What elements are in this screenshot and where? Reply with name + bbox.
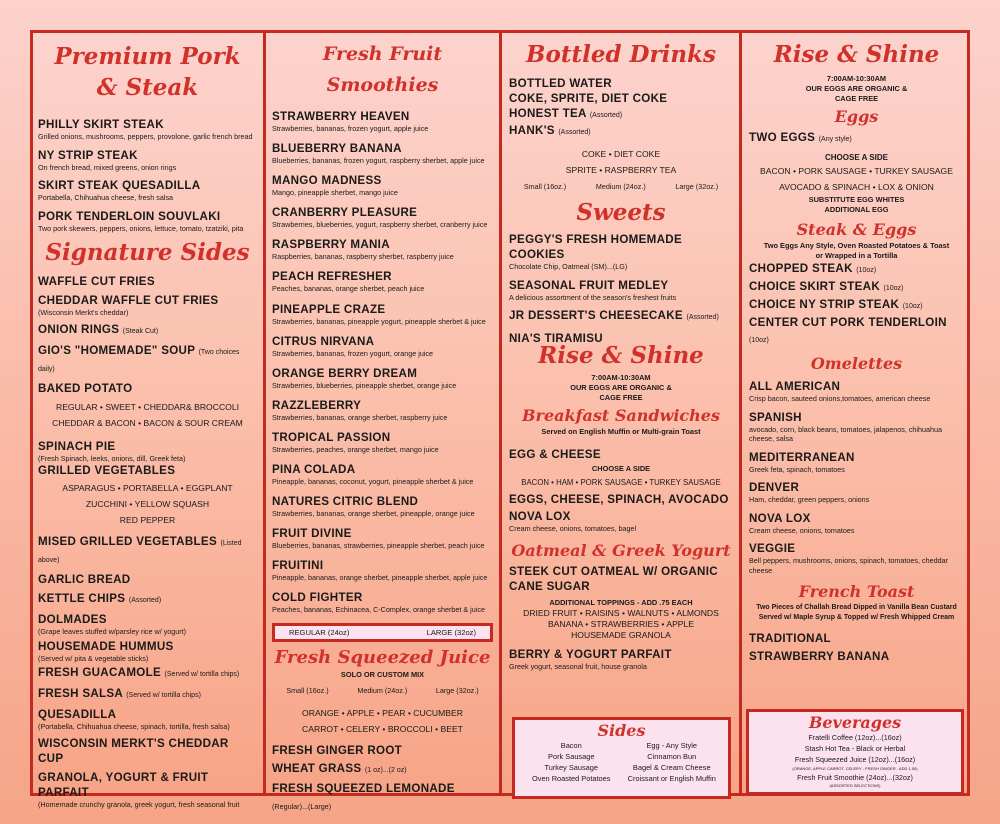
eggs-note: OUR EGGS ARE ORGANIC & xyxy=(570,383,672,392)
menu-item xyxy=(509,123,733,140)
omelette-list xyxy=(749,379,964,575)
beverage-item: Fresh Fruit Smoothie (24oz)...(32oz) xyxy=(797,773,913,782)
menu-item xyxy=(38,686,257,703)
section-title-rise-shine: Rise & Shine xyxy=(773,41,940,68)
smoothie-item xyxy=(272,109,493,134)
menu-item xyxy=(749,130,964,147)
menu-item xyxy=(38,178,257,203)
smoothie-item xyxy=(272,141,493,166)
item-name: WISCONSIN MERKT'S CHEDDAR CUP xyxy=(38,736,229,765)
item-name: MISED GRILLED VEGETABLES xyxy=(38,535,217,548)
section-title-eggs: Eggs xyxy=(834,107,879,126)
side-item: Egg - Any Style xyxy=(646,741,698,750)
item-desc: A delicious assortment of the season's freshest fruits xyxy=(509,292,677,302)
section-title-sides: Sides xyxy=(597,721,646,740)
item-name: HONEST TEA xyxy=(509,107,587,120)
section-title-oatmeal: Oatmeal & Greek Yogurt xyxy=(511,540,731,560)
item-name: TWO EGGS xyxy=(749,131,816,144)
item-note: (Steak Cut) xyxy=(122,327,159,335)
item-desc: Cream cheese, onions, tomatoes, bagel xyxy=(509,524,637,533)
item-name: ORANGE BERRY DREAM xyxy=(272,366,418,380)
option-line: BACON • HAM • PORK SAUSAGE • TURKEY SAUSAGE xyxy=(521,478,721,487)
juice-solo: SOLO OR CUSTOM MIX xyxy=(340,669,425,679)
item-name: COLD FIGHTER xyxy=(272,591,363,605)
eggs-note: CAGE FREE xyxy=(834,94,879,103)
item-name: NY STRIP STEAK xyxy=(38,148,138,162)
section-title-juice: Fresh Squeezed Juice xyxy=(274,646,491,668)
menu-item xyxy=(749,279,964,297)
item-note: (Served w/ tortilla chips) xyxy=(164,671,240,678)
item-desc: Ham, cheddar, green peppers, onions xyxy=(749,495,870,504)
item-name: GRILLED VEGETABLES xyxy=(38,464,176,477)
item-desc: Pineapple, bananas, coconut, yogurt, pineapple sherbet & juice xyxy=(272,477,474,487)
menu-item xyxy=(38,322,257,339)
item-name: DOLMADES xyxy=(38,613,107,626)
item-name: HOUSEMADE HUMMUS xyxy=(38,639,174,653)
menu-item xyxy=(38,117,257,142)
smoothie-item xyxy=(272,430,493,455)
beverage-item: Fratelli Coffee (12oz)...(16oz) xyxy=(808,733,902,742)
side-item: Croissant or English Muffin xyxy=(627,774,716,783)
item-name: WHEAT GRASS xyxy=(272,761,362,775)
section-title-smoothies: Fresh Fruit Smoothies xyxy=(322,43,443,96)
item-name: CHOPPED STEAK xyxy=(749,262,853,275)
item-name: GRANOLA, YOGURT & FRUIT PARFAIT xyxy=(38,770,209,799)
option-line: BACON • PORK SAUSAGE • TURKEY SAUSAGE xyxy=(760,166,953,176)
sides-grid xyxy=(521,740,722,784)
item-name: STRAWBERRY HEAVEN xyxy=(272,110,410,123)
size-small: Small (16oz.) xyxy=(286,685,329,695)
item-name: SPINACH PIE xyxy=(38,439,116,453)
column-premium-pork-steak xyxy=(33,33,263,809)
size-large: Large (32oz.) xyxy=(675,182,719,191)
smoothie-item xyxy=(272,398,493,423)
menu-item xyxy=(38,665,257,682)
size-large: Large (32oz.) xyxy=(435,685,479,695)
beverage-item: Fresh Squeezed Juice (12oz)...(16oz) xyxy=(794,755,916,764)
item-desc: Raspberries, bananas, raspberry sherbet, raspberry juice xyxy=(272,252,454,262)
item-name: BLUEBERRY BANANA xyxy=(272,142,402,156)
side-item: Cinnamon Bun xyxy=(647,752,697,761)
item-desc: Chocolate Chip, Oatmeal (SM)...(LG) xyxy=(509,262,628,271)
smoothie-item xyxy=(272,205,493,230)
option-line: CARROT • CELERY • BROCCOLI • BEET xyxy=(302,723,463,734)
item-name: BOTTLED WATER xyxy=(509,77,612,90)
option-line: COKE • DIET COKE xyxy=(581,149,661,159)
beverage-note: (ASSORTED SELECTIONS) xyxy=(829,783,881,788)
section-title-rise-shine: Rise & Shine xyxy=(538,342,704,369)
item-name: GARLIC BREAD xyxy=(38,573,131,586)
item-name: KETTLE CHIPS xyxy=(38,592,126,605)
sandwich-served: Served on English Muffin or Multi-grain Toast xyxy=(541,427,701,436)
hours: 7:00AM-10:30AM xyxy=(826,74,887,83)
item-note: (Assorted) xyxy=(686,314,719,321)
column-smoothies xyxy=(266,33,499,811)
item-desc: Strawberries, bananas, pineapple yogurt, pineapple sherbet & juice xyxy=(272,316,486,326)
item-name: DENVER xyxy=(749,481,800,494)
item-name: CENTER CUT PORK TENDERLOIN xyxy=(749,316,947,329)
item-desc: (Wisconsin Merkt's cheddar) xyxy=(38,308,129,317)
item-name: PINEAPPLE CRAZE xyxy=(272,302,386,316)
french-toast-desc: Served w/ Maple Syrup & Topped w/ Fresh Whipped Cream xyxy=(758,614,955,621)
column-rise-shine xyxy=(742,33,970,793)
item-name: RAZZLEBERRY xyxy=(272,398,362,412)
item-name: EGG & CHEESE xyxy=(509,448,601,461)
section-title-premium-pork: Premium Pork xyxy=(54,43,241,70)
item-note: (Two choices daily) xyxy=(38,348,240,373)
item-desc: (Grape leaves stuffed w/parsley rice w/ yogurt) xyxy=(38,627,187,636)
menu-item xyxy=(38,209,257,234)
side-item: Turkey Sausage xyxy=(544,763,599,772)
size-medium: Medium (24oz.) xyxy=(357,685,408,695)
choose-side: CHOOSE A SIDE xyxy=(591,464,651,473)
item-desc: Grilled onions, mushrooms, peppers, provolone, garlic french bread xyxy=(38,132,253,141)
item-name: ONION RINGS xyxy=(38,322,120,336)
smoothie-item xyxy=(272,366,493,391)
size-small: Small (16oz.) xyxy=(523,182,567,191)
item-name: HANK'S xyxy=(509,124,555,137)
item-note: (Assorted) xyxy=(558,129,591,136)
item-name: COKE, SPRITE, DIET COKE xyxy=(509,92,668,105)
item-name: VEGGIE xyxy=(749,542,796,555)
smoothie-item xyxy=(272,590,493,615)
item-desc: Greek yogurt, seasonal fruit, house granola xyxy=(509,661,647,671)
side-item: Bagel & Cream Cheese xyxy=(632,763,711,772)
item-note: (Assorted) xyxy=(589,112,623,119)
item-desc: (Regular)...(Large) xyxy=(272,801,332,811)
smoothie-item xyxy=(272,462,493,487)
section-title-omelettes: Omelettes xyxy=(810,354,903,373)
eggs-note: CAGE FREE xyxy=(599,393,643,402)
smoothie-item xyxy=(272,269,493,294)
item-note: (10oz) xyxy=(883,285,904,292)
menu-item xyxy=(38,591,257,608)
smoothie-item xyxy=(272,558,493,583)
omelette-item xyxy=(749,541,964,575)
omelette-item xyxy=(749,379,964,404)
beverage-item: Stash Hot Tea - Black or Herbal xyxy=(804,744,906,753)
steak-eggs-desc: Two Eggs Any Style, Oven Roasted Potatoes & Toast xyxy=(763,241,950,250)
item-note: (10oz) xyxy=(856,267,877,274)
beverage-note: (ORANGE, APPLE CARROT, CELERY - FRESH GINGER - ADD 1.00) xyxy=(792,766,918,771)
eggs-note: OUR EGGS ARE ORGANIC & xyxy=(805,84,908,93)
item-name: STRAWBERRY BANANA xyxy=(749,650,890,663)
smoothie-item xyxy=(272,526,493,551)
option-line: ZUCCHINI • YELLOW SQUASH xyxy=(85,499,210,509)
item-note: (1 oz)...(2 oz) xyxy=(364,766,407,774)
item-note: (10oz) xyxy=(749,337,769,344)
item-desc: Crisp bacon, sauteed onions,tomatoes, american cheese xyxy=(749,394,931,403)
item-desc: (Served w/ pita & vegetable sticks) xyxy=(38,653,149,663)
item-desc: Pineapple, bananas, orange sherbet, pineapple sherbet, apple juice xyxy=(272,573,488,583)
item-desc: (Fresh Spinach, leeks, onions, dill, Greek feta) xyxy=(38,453,186,463)
beverages-box xyxy=(746,709,964,795)
item-desc: Peaches, bananas, Echinacea, C-Complex, orange sherbet & juice xyxy=(272,605,485,615)
section-title-steak: & Steak xyxy=(96,74,199,101)
item-name: MANGO MADNESS xyxy=(272,174,382,188)
item-name: CHEDDAR WAFFLE CUT FRIES xyxy=(38,294,219,307)
option-line: HOUSEMADE GRANOLA xyxy=(571,629,671,640)
item-name: JR DESSERT'S CHEESECAKE xyxy=(509,309,683,322)
section-title-breakfast-sandwiches: Breakfast Sandwiches xyxy=(522,406,720,425)
item-name: BERRY & YOGURT PARFAIT xyxy=(509,647,672,661)
item-name: CHOICE NY STRIP STEAK xyxy=(749,298,900,311)
menu-item xyxy=(749,261,964,279)
item-name: GIO'S "HOMEMADE" SOUP xyxy=(38,343,196,357)
item-desc: Strawberries, blueberries, yogurt, raspberry sherbet, cranberry juice xyxy=(272,220,488,230)
item-name: TROPICAL PASSION xyxy=(272,430,391,444)
item-desc: Strawberries, bananas, frozen yogurt, apple juice xyxy=(272,124,429,133)
item-name: NOVA LOX xyxy=(509,510,571,523)
item-name: NATURES CITRIC BLEND xyxy=(272,495,419,509)
section-title-sweets: Sweets xyxy=(576,199,666,226)
item-note: (10oz) xyxy=(902,303,923,310)
menu-item xyxy=(38,534,257,568)
smoothie-item xyxy=(272,334,493,359)
item-desc: Blueberries, bananas, frozen yogurt, raspberry sherbet, apple juice xyxy=(272,156,485,166)
item-name: SEASONAL FRUIT MEDLEY xyxy=(509,278,669,292)
menu-item xyxy=(272,761,493,778)
item-name: FRUITINI xyxy=(272,559,324,573)
item-name: PEGGY'S FRESH HOMEMADE COOKIES xyxy=(509,233,682,261)
omelette-item xyxy=(749,511,964,536)
item-note: (Assorted) xyxy=(128,597,162,604)
item-name: CANE SUGAR xyxy=(509,579,590,593)
omelette-item xyxy=(749,480,964,505)
side-item: Pork Sausage xyxy=(548,752,595,761)
french-toast-desc: Two Pieces of Challah Bread Dipped in Vanilla Bean Custard xyxy=(756,604,957,611)
item-name: PINA COLADA xyxy=(272,463,356,477)
item-name: CHOICE SKIRT STEAK xyxy=(749,280,881,293)
steak-eggs-list xyxy=(749,261,964,349)
toppings-title: ADDITIONAL TOPPINGS - ADD .75 EACH xyxy=(549,597,693,607)
item-name: PEACH REFRESHER xyxy=(272,270,392,284)
item-name: FRUIT DIVINE xyxy=(272,527,352,541)
option-line: AVOCADO & SPINACH • LOX & ONION xyxy=(779,182,934,192)
smoothie-item xyxy=(272,302,493,327)
menu-item xyxy=(509,308,733,325)
item-name: SKIRT STEAK QUESADILLA xyxy=(38,179,201,192)
option-line: ORANGE • APPLE • PEAR • CUCUMBER xyxy=(302,707,463,718)
item-desc: Strawberries, peaches, orange sherbet, mango juice xyxy=(272,444,439,454)
item-name: NIA'S TIRAMISU xyxy=(509,332,603,345)
item-desc: Cream cheese, onions, tomatoes xyxy=(749,525,855,535)
item-desc: Bell peppers, mushrooms, onions, spinach, tomatoes, cheddar cheese xyxy=(749,556,948,575)
option-line: ASPARAGUS • PORTABELLA • EGGPLANT xyxy=(62,483,233,493)
item-name: PORK TENDERLOIN SOUVLAKI xyxy=(38,209,221,223)
item-name: RASPBERRY MANIA xyxy=(272,238,390,252)
item-name: NOVA LOX xyxy=(749,511,811,525)
item-name: QUESADILLA xyxy=(38,708,117,721)
item-desc: Portabella, Chihuahua cheese, fresh salsa xyxy=(38,193,174,202)
section-title-signature-sides: Signature Sides xyxy=(45,239,250,266)
item-desc: avocado, corn, black beans, tomatoes, jalapenos, chihuahua cheese, salsa xyxy=(749,424,942,443)
juice-sizes xyxy=(272,686,493,695)
item-name: CITRUS NIRVANA xyxy=(272,334,375,348)
item-note: (Served w/ tortilla chips) xyxy=(126,692,201,699)
choose-side: CHOOSE A SIDE xyxy=(825,153,888,162)
item-desc: Blueberries, bananas, strawberries, pineapple sherbet, peach juice xyxy=(272,541,485,551)
item-desc: Strawberries, blueberries, pineapple sherbet, orange juice xyxy=(272,380,457,390)
item-note: (Any style) xyxy=(818,136,852,143)
hours: 7:00AM-10:30AM xyxy=(591,373,651,382)
omelette-item xyxy=(749,450,964,475)
smoothie-item xyxy=(272,237,493,262)
item-name: TRADITIONAL xyxy=(749,632,831,645)
item-name: FRESH GINGER ROOT xyxy=(272,743,403,757)
section-title-french-toast: French Toast xyxy=(798,582,915,601)
item-name: FRESH SALSA xyxy=(38,687,123,700)
item-name: WAFFLE CUT FRIES xyxy=(38,275,155,288)
item-name: PHILLY SKIRT STEAK xyxy=(38,118,164,131)
item-name: BAKED POTATO xyxy=(38,381,133,395)
option-line: SPRITE • RASPBERRY TEA xyxy=(565,165,677,175)
section-title-bottled-drinks: Bottled Drinks xyxy=(526,41,716,68)
menu-item xyxy=(509,106,733,123)
item-name: CRANBERRY PLEASURE xyxy=(272,206,418,220)
item-desc: (Homemade crunchy granola, greek yogurt, fresh seasonal fruit xyxy=(38,799,240,809)
menu-item xyxy=(38,343,257,377)
additional-egg: ADDITIONAL EGG xyxy=(824,205,889,214)
section-title-steak-eggs: Steak & Eggs xyxy=(796,220,917,239)
option-line: DRIED FRUIT • RAISINS • WALNUTS • ALMONDS xyxy=(523,607,719,618)
side-item: Oven Roasted Potatoes xyxy=(532,774,611,783)
sides-box xyxy=(512,717,731,799)
smoothie-size-box xyxy=(272,623,493,642)
item-desc: Mango, pineapple sherbet, mango juice xyxy=(272,188,398,198)
item-desc: Peaches, bananas, orange sherbet, peach juice xyxy=(272,284,425,294)
column-bottled-drinks xyxy=(502,33,739,793)
item-name: ALL AMERICAN xyxy=(749,380,841,393)
side-item: Bacon xyxy=(560,741,582,750)
item-desc: Strawberries, bananas, orange sherbet, pineapple, orange juice xyxy=(272,509,475,519)
section-title-beverages: Beverages xyxy=(808,713,902,732)
size-large: LARGE (32oz) xyxy=(426,627,476,637)
option-line: BANANA • STRAWBERRIES • APPLE xyxy=(547,618,695,629)
omelette-item xyxy=(749,410,964,444)
smoothie-item xyxy=(272,173,493,198)
item-name: EGGS, CHEESE, SPINACH, AVOCADO xyxy=(509,493,729,506)
item-name: FRESH GUACAMOLE xyxy=(38,666,162,679)
item-note: (Listed above) xyxy=(38,540,242,564)
item-name: SPANISH xyxy=(749,410,802,424)
option-line: REGULAR • SWEET • CHEDDAR& BROCCOLI xyxy=(55,401,240,412)
item-desc: Two pork skewers, peppers, onions, lettuce, tomato, tzatziki, pita xyxy=(38,223,244,233)
size-medium: Medium (24oz.) xyxy=(595,182,646,191)
option-line: RED PEPPER xyxy=(119,515,176,525)
bottled-sizes xyxy=(509,182,733,191)
smoothie-list xyxy=(272,109,493,615)
item-name: MEDITERRANEAN xyxy=(749,450,855,464)
menu-item xyxy=(38,148,257,173)
item-desc: (Portabella, Chihuahua cheese, spinach, tortilla, fresh salsa) xyxy=(38,722,230,731)
steak-eggs-desc: or Wrapped in a Tortilla xyxy=(815,251,898,260)
item-name: FRESH SQUEEZED LEMONADE xyxy=(272,781,455,795)
item-desc: On french bread, mixed greens, onion rings xyxy=(38,162,177,172)
menu-item xyxy=(749,315,964,349)
menu-board xyxy=(30,30,970,811)
option-line: CHEDDAR & BACON • BACON & SOUR CREAM xyxy=(52,417,243,428)
item-desc: Strawberries, bananas, orange sherbet, raspberry juice xyxy=(272,412,448,422)
size-regular: REGULAR (24oz) xyxy=(289,627,350,637)
menu-item xyxy=(749,297,964,315)
item-desc: Greek feta, spinach, tomatoes xyxy=(749,464,845,474)
item-name: STEEK CUT OATMEAL W/ ORGANIC xyxy=(509,564,718,578)
item-desc: Strawberries, bananas, frozen yogurt, orange juice xyxy=(272,348,434,358)
smoothie-item xyxy=(272,494,493,519)
substitute: SUBSTITUTE EGG WHITES xyxy=(808,195,905,204)
